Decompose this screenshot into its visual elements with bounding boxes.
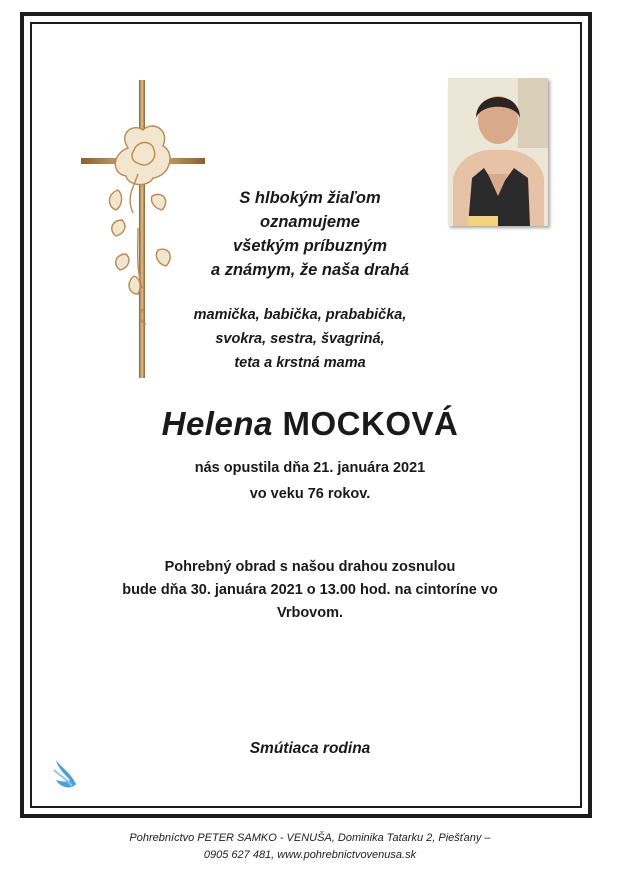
role-line: svokra, sestra, švagriná,	[215, 331, 385, 347]
intro-line: všetkým príbuzným	[232, 237, 388, 255]
funeral-home-logo-icon	[52, 758, 80, 792]
footer-contact: 0905 627 481, www.pohrebnictvovenusa.sk	[203, 849, 417, 861]
signature: Smútiaca rodina	[249, 740, 371, 757]
intro-line: a známym, že naša drahá	[210, 261, 410, 279]
intro-line: oznamujeme	[260, 213, 360, 231]
family-roles	[150, 303, 450, 375]
footer	[60, 830, 560, 864]
funeral-line: bude dňa 30. januára 2021 o 13.00 hod. na cintoríne vo	[122, 582, 498, 598]
intro-text	[170, 186, 450, 282]
funeral-line: Vrbovom.	[276, 605, 344, 621]
funeral-info	[70, 556, 550, 625]
intro-line: S hlbokým žiaľom	[239, 189, 381, 207]
footer-address: Pohrebníctvo PETER SAMKO - VENUŠA, Dominika Tatarku 2, Piešťany –	[129, 832, 491, 844]
portrait-photo	[448, 78, 548, 226]
death-date: nás opustila dňa 21. januára 2021	[194, 460, 426, 476]
role-line: mamička, babička, prababička,	[193, 307, 407, 323]
funeral-line: Pohrebný obrad s našou drahou zosnulou	[164, 559, 456, 575]
age: vo veku 76 rokov.	[249, 486, 371, 502]
role-line: teta a krstná mama	[234, 355, 366, 371]
death-info	[150, 455, 470, 507]
last-name: MOCKOVÁ	[282, 405, 459, 442]
first-name: Helena	[161, 405, 273, 442]
deceased-name	[60, 405, 560, 443]
